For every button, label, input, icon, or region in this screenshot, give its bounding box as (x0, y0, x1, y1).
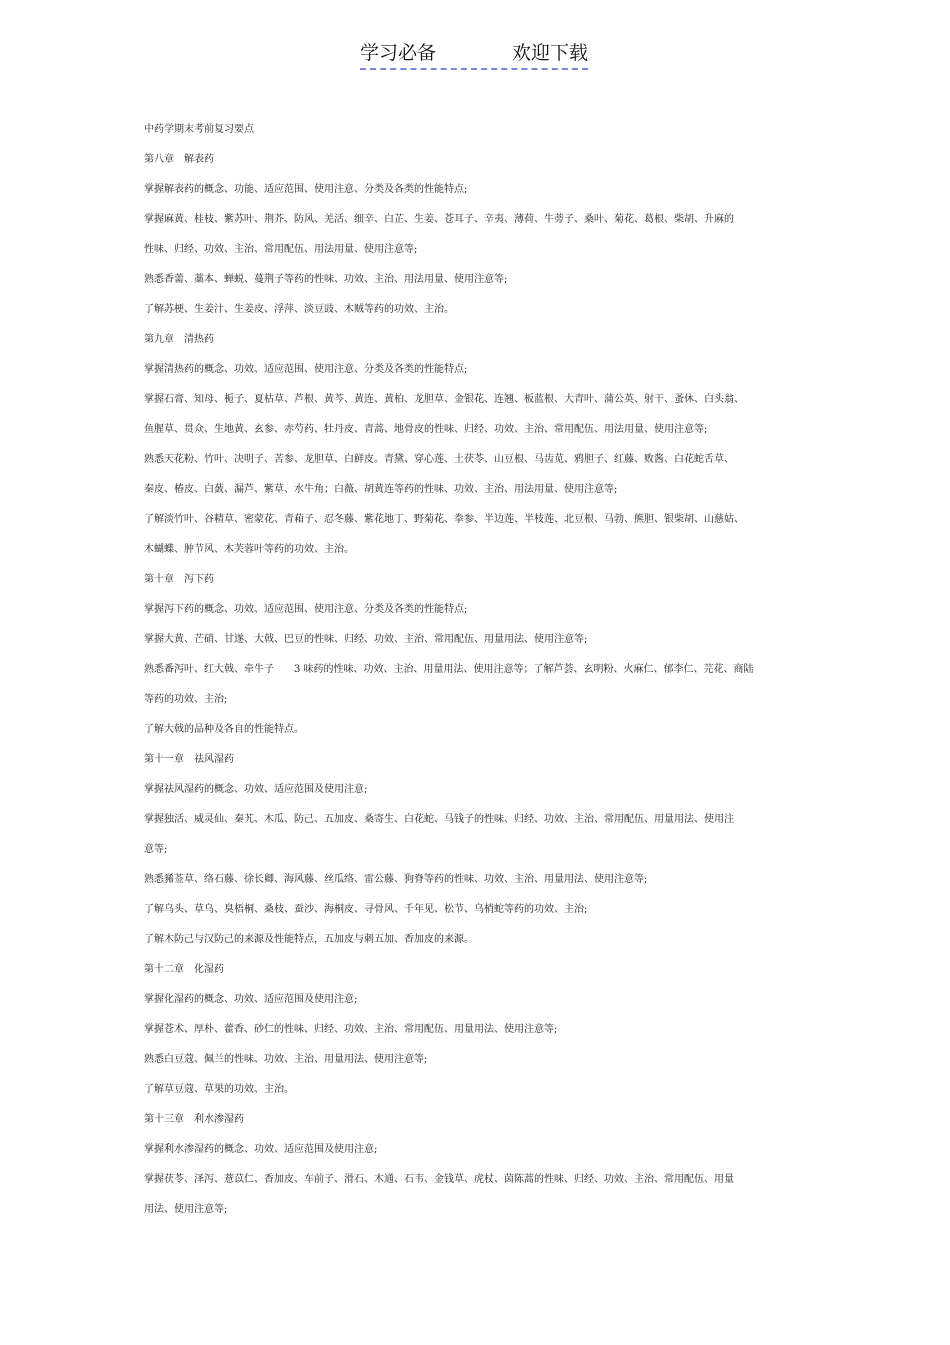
chapter-heading: 第九章 清热药 (144, 334, 214, 345)
text-line: 掌握苍术、厚朴、藿香、砂仁的性味、归经、功效、主治、常用配伍、用量用法、使用注意等; (144, 1024, 558, 1035)
chapter-heading: 第十章 泻下药 (144, 574, 214, 585)
text-line: 掌握清热药的概念、功效、适应范围、使用注意、分类及各类的性能特点; (144, 364, 468, 375)
text-line: 熟悉豨莶草、络石藤、徐长卿、海风藤、丝瓜络、雷公藤、狗脊等药的性味、功效、主治、用量用法、使用注意等; (144, 874, 648, 885)
text-line: 掌握泻下药的概念、功效、适应范围、使用注意、分类及各类的性能特点; (144, 604, 468, 615)
text-line: 熟悉香薷、藁本、蝉蜕、蔓荆子等药的性味、功效、主治、用法用量、使用注意等; (144, 274, 508, 285)
page-header (360, 40, 588, 70)
text-line: 秦皮、椿皮、白蔹、漏芦、紫草、水牛角；白薇、胡黄连等药的性味、功效、主治、用法用量、使用注意等; (144, 484, 618, 495)
text-line: 掌握化湿药的概念、功效、适应范围及使用注意; (144, 994, 358, 1005)
text-line: 用法、使用注意等; (144, 1204, 228, 1215)
header-left-text: 学习必备 (360, 42, 437, 64)
document-body (144, 120, 784, 1230)
text-line: 了解淡竹叶、谷精草、密蒙花、青葙子、忍冬藤、紫花地丁、野菊花、拳参、半边莲、半枝莲、北豆根、马勃、熊胆、银柴胡、山慈姑、 (144, 514, 744, 525)
text-line: 性味、归经、功效、主治、常用配伍、用法用量、使用注意等; (144, 244, 418, 255)
document-title: 中药学期末考前复习要点 (144, 124, 254, 135)
text-line: 掌握利水渗湿药的概念、功效、适应范围及使用注意; (144, 1144, 378, 1155)
text-line: 掌握独活、威灵仙、秦艽、木瓜、防己、五加皮、桑寄生、白花蛇、马钱子的性味、归经、功效、主治、常用配伍、用量用法、使用注 (144, 814, 734, 825)
text-line: 掌握石膏、知母、栀子、夏枯草、芦根、黄芩、黄连、黄柏、龙胆草、金银花、连翘、板蓝根、大青叶、蒲公英、射干、蚤休、白头翁、 (144, 394, 744, 405)
text-line: 熟悉白豆蔻、佩兰的性味、功效、主治、用量用法、使用注意等; (144, 1054, 428, 1065)
chapter-heading: 第八章 解表药 (144, 154, 214, 165)
header-right-text: 欢迎下载 (511, 42, 588, 64)
text-line: 等药的功效、主治; (144, 694, 228, 705)
text-line: 掌握祛风湿药的概念、功效、适应范围及使用注意; (144, 784, 368, 795)
text-line: 了解木防己与汉防己的来源及性能特点，五加皮与刺五加、香加皮的来源。 (144, 934, 474, 945)
text-line: 掌握大黄、芒硝、甘遂、大戟、巴豆的性味、归经、功效、主治、常用配伍、用量用法、使用注意等; (144, 634, 588, 645)
text-line: 了解大戟的品种及各自的性能特点。 (144, 724, 304, 735)
chapter-heading: 第十二章 化湿药 (144, 964, 224, 975)
text-line: 熟悉天花粉、竹叶、决明子、苦参、龙胆草、白鲜皮。青黛、穿心莲、土茯苓、山豆根、马齿苋、鸦胆子、红藤、败酱、白花蛇舌草、 (144, 454, 734, 465)
text-line: 了解乌头、草乌、臭梧桐、桑枝、蚕沙、海桐皮、寻骨风、千年见、松节、乌梢蛇等药的功效、主治; (144, 904, 588, 915)
text-line: 掌握麻黄、桂枝、紫苏叶、荆芥、防风、羌活、细辛、白芷、生姜、苍耳子、辛夷、薄荷、牛蒡子、桑叶、菊花、葛根、柴胡、升麻的 (144, 214, 734, 225)
text-line: 了解草豆蔻、草果的功效、主治。 (144, 1084, 294, 1095)
text-line: 木蝴蝶、肿节风、木芙蓉叶等药的功效、主治。 (144, 544, 354, 555)
text-line: 鱼腥草、贯众、生地黄、玄参、赤芍药、牡丹皮、青蒿、地骨皮的性味、归经、功效、主治、常用配伍、用法用量、使用注意等; (144, 424, 708, 435)
text-line: 掌握解表药的概念、功能、适应范围、使用注意、分类及各类的性能特点; (144, 184, 468, 195)
text-line: 熟悉番泻叶、红大戟、牵牛子 3 味药的性味、功效、主治、用量用法、使用注意等；了解芦荟、玄明粉、火麻仁、郁李仁、芫花、商陆 (144, 664, 754, 675)
chapter-heading: 第十一章 祛风湿药 (144, 754, 234, 765)
text-line: 意等; (144, 844, 168, 855)
text-line: 了解苏梗、生姜汁、生姜皮、浮萍、淡豆豉、木贼等药的功效、主治。 (144, 304, 454, 315)
text-line: 掌握茯苓、泽泻、薏苡仁、香加皮、车前子、滑石、木通、石韦、金钱草、虎杖、茵陈蒿的性味、归经、功效、主治、常用配伍、用量 (144, 1174, 734, 1185)
chapter-heading: 第十三章 利水渗湿药 (144, 1114, 244, 1125)
